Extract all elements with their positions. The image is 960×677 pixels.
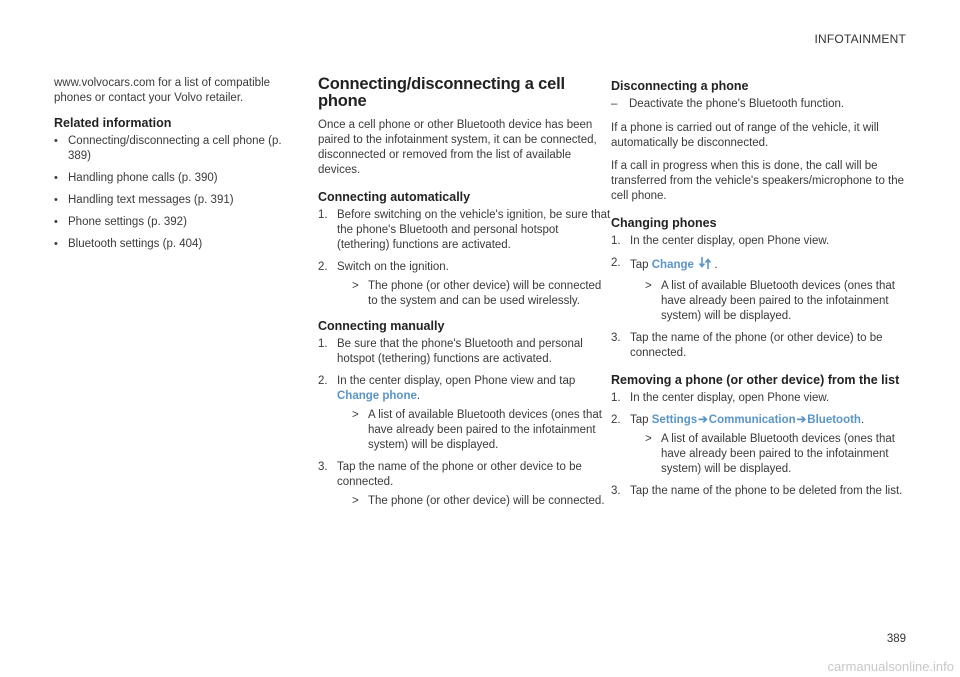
intro-paragraph: Once a cell phone or other Bluetooth device has been paired to the infotainment system, it can be connected, disconnected or removed from the list of available devices.: [318, 119, 597, 176]
related-link[interactable]: Handling text messages (p. 391): [68, 194, 234, 206]
result-text: A list of available Bluetooth devices (ones that have already been paired to the infotainment system) will be displayed.: [661, 280, 895, 322]
step-text: In the center display, open Phone view.: [630, 392, 830, 404]
result-text: A list of available Bluetooth devices (ones that have already been paired to the infotainment system) will be displayed.: [661, 433, 895, 475]
step-item: [611, 484, 908, 499]
step-text: Tap the name of the phone to be deleted from the list.: [630, 485, 903, 497]
step-text: Tap: [630, 414, 649, 426]
step-text: Be sure that the phone's Bluetooth and personal hotspot (tethering) functions are activated.: [337, 338, 583, 365]
step-item: [318, 337, 614, 367]
step-item: [318, 374, 614, 453]
bullet-marker: •: [54, 216, 58, 228]
step-period: .: [416, 390, 421, 402]
dash-marker: –: [611, 98, 618, 110]
step-number: 3.: [318, 461, 328, 473]
page-title: Connecting/disconnecting a cell phone: [318, 75, 565, 110]
communication-button-ref: Communication: [708, 414, 796, 426]
step-number: 2.: [611, 414, 621, 426]
step-text: In the center display, open Phone view.: [630, 235, 830, 247]
step-period: .: [714, 259, 718, 271]
list-item: [54, 237, 294, 252]
disconnect-paragraph: If a phone is carried out of range of the vehicle, it will automatically be disconnected.: [611, 122, 879, 149]
step-number: 2.: [318, 375, 328, 387]
step-result: [645, 279, 908, 324]
bullet-marker: •: [54, 194, 58, 206]
step-item: [611, 413, 908, 477]
manual-connect-heading: Connecting manually: [318, 319, 445, 333]
disconnect-heading: Disconnecting a phone: [611, 79, 749, 93]
column-left: [54, 76, 294, 259]
intro-text: www.volvocars.com for a list of compatible phones or contact your Volvo retailer.: [54, 77, 271, 104]
arrow-right-icon: ➔: [796, 414, 807, 426]
result-text: A list of available Bluetooth devices (ones that have already been paired to the infotainment system) will be displayed.: [368, 409, 602, 451]
step-result: [645, 432, 908, 477]
settings-button-ref: Settings: [651, 414, 698, 426]
step-result: [352, 279, 614, 309]
bluetooth-button-ref: Bluetooth: [807, 414, 861, 426]
disconnect-paragraph: If a call in progress when this is done, the call will be transferred from the vehicle's speakers/microphone to the cell phone.: [611, 160, 905, 202]
step-text: Deactivate the phone's Bluetooth function.: [629, 98, 845, 110]
step-number: 1.: [611, 235, 621, 247]
related-link[interactable]: Handling phone calls (p. 390): [68, 172, 218, 184]
result-marker: >: [645, 433, 652, 445]
related-link[interactable]: Bluetooth settings (p. 404): [68, 238, 203, 250]
bullet-marker: •: [54, 238, 58, 250]
result-marker: >: [352, 495, 359, 507]
dash-item: [611, 97, 908, 112]
result-text: The phone (or other device) will be connected to the system and can be used wirelessly.: [368, 280, 602, 307]
list-item: [54, 171, 294, 186]
step-number: 1.: [318, 209, 328, 221]
result-marker: >: [352, 409, 359, 421]
swap-arrows-icon: [699, 256, 711, 275]
bullet-marker: •: [54, 135, 58, 147]
step-text: Before switching on the vehicle's ignition, be sure that the phone's Bluetooth and personal hotspot (tethering) functions are activated.: [337, 209, 611, 251]
change-button-ref: Change: [651, 259, 694, 271]
step-item: [611, 331, 908, 361]
related-heading: Related information: [54, 116, 172, 130]
list-item: [54, 193, 294, 208]
related-link[interactable]: Phone settings (p. 392): [68, 216, 187, 228]
auto-connect-heading: Connecting automatically: [318, 190, 471, 204]
step-period: .: [860, 414, 865, 426]
column-right: [611, 76, 908, 506]
step-result: [352, 494, 614, 509]
step-item: [611, 391, 908, 406]
step-text: Tap the name of the phone or other device to be connected.: [337, 461, 582, 488]
step-number: 2.: [611, 257, 621, 269]
step-item: [611, 256, 908, 324]
related-link[interactable]: Connecting/disconnecting a cell phone (p. 389): [68, 135, 282, 162]
change-phone-button-ref: Change phone: [337, 390, 417, 402]
step-text: Switch on the ignition.: [337, 261, 449, 273]
step-number: 2.: [318, 261, 328, 273]
result-marker: >: [645, 280, 652, 292]
page-number: 389: [886, 633, 906, 645]
result-text: The phone (or other device) will be connected.: [368, 495, 605, 507]
step-number: 1.: [611, 392, 621, 404]
arrow-right-icon: ➔: [698, 414, 708, 426]
change-phones-heading: Changing phones: [611, 216, 717, 230]
step-text: Tap: [630, 259, 649, 271]
step-number: 1.: [318, 338, 328, 350]
section-header: INFOTAINMENT: [814, 32, 906, 46]
watermark: carmanualsonline.info: [827, 659, 954, 674]
step-item: [318, 260, 614, 309]
step-number: 3.: [611, 485, 621, 497]
bullet-marker: •: [54, 172, 58, 184]
list-item: [54, 134, 294, 164]
list-item: [54, 215, 294, 230]
column-middle: [318, 76, 614, 516]
step-text: Tap the name of the phone (or other device) to be connected.: [630, 332, 883, 359]
step-text: In the center display, open Phone view and tap: [337, 375, 576, 387]
step-number: 3.: [611, 332, 621, 344]
result-marker: >: [352, 280, 359, 292]
step-item: [318, 208, 614, 253]
related-list: [54, 134, 294, 252]
step-result: [352, 408, 614, 453]
step-item: [318, 460, 614, 509]
remove-phone-heading: Removing a phone (or other device) from the list: [611, 373, 900, 387]
step-item: [611, 234, 908, 249]
